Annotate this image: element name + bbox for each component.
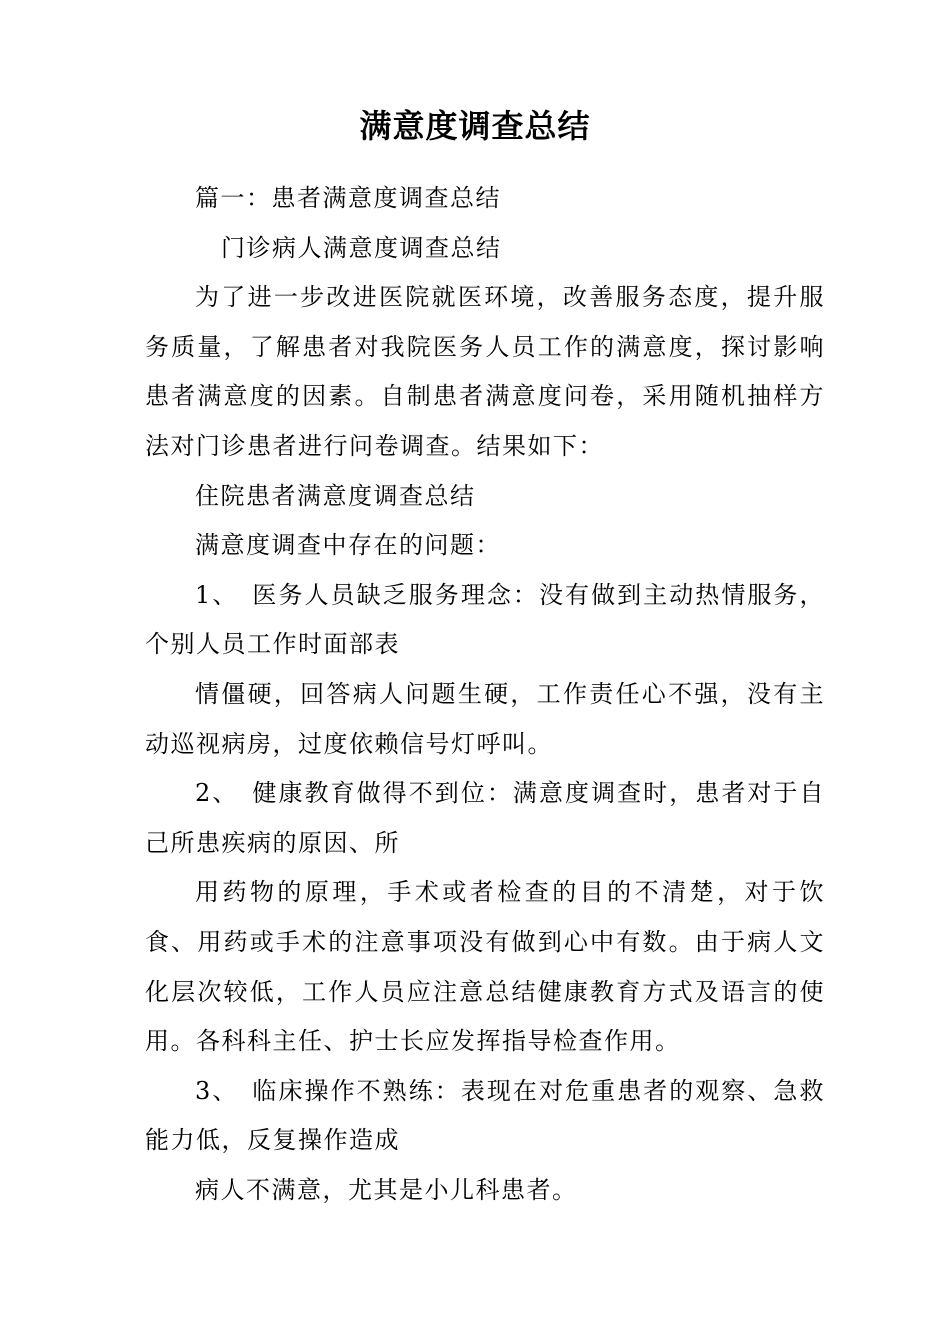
body-paragraph: 病人不满意，尤其是小儿科患者。	[195, 1175, 578, 1204]
body-paragraph: 满意度调查中存在的问题：	[195, 531, 501, 560]
list-item: 1、 医务人员缺乏服务理念：没有做到主动热情服务，个别人员工作时面部表	[145, 580, 825, 659]
document-title: 满意度调查总结	[359, 107, 591, 145]
list-item: 3、 临床操作不熟练：表现在对危重患者的观察、急救能力低，反复操作造成	[145, 1076, 825, 1155]
body-paragraph: 情僵硬，回答病人问题生硬，工作责任心不强，没有主动巡视病房，过度依赖信号灯呼叫。	[145, 679, 825, 758]
body-paragraph: 用药物的原理，手术或者检查的目的不清楚，对于饮食、用药或手术的注意事项没有做到心中有数。由于病人文化层次较低，工作人员应注意总结健康教育方式及语言的使用。各科科主任、护士长应发挥指导检查作用。	[145, 878, 825, 1056]
subsection-heading: 门诊病人满意度调查总结	[221, 233, 502, 262]
section-heading: 篇一：患者满意度调查总结	[195, 184, 501, 212]
body-paragraph: 为了进一步改进医院就医环境，改善服务态度，提升服务质量，了解患者对我院医务人员工作的满意度，探讨影响患者满意度的因素。自制患者满意度问卷，采用随机抽样方法对门诊患者进行问卷调查。结果如下：	[145, 283, 825, 460]
subsection-heading: 住院患者满意度调查总结	[195, 481, 476, 510]
list-item: 2、 健康教育做得不到位：满意度调查时，患者对于自己所患疾病的原因、所	[145, 779, 825, 857]
document-body	[145, 174, 825, 1215]
